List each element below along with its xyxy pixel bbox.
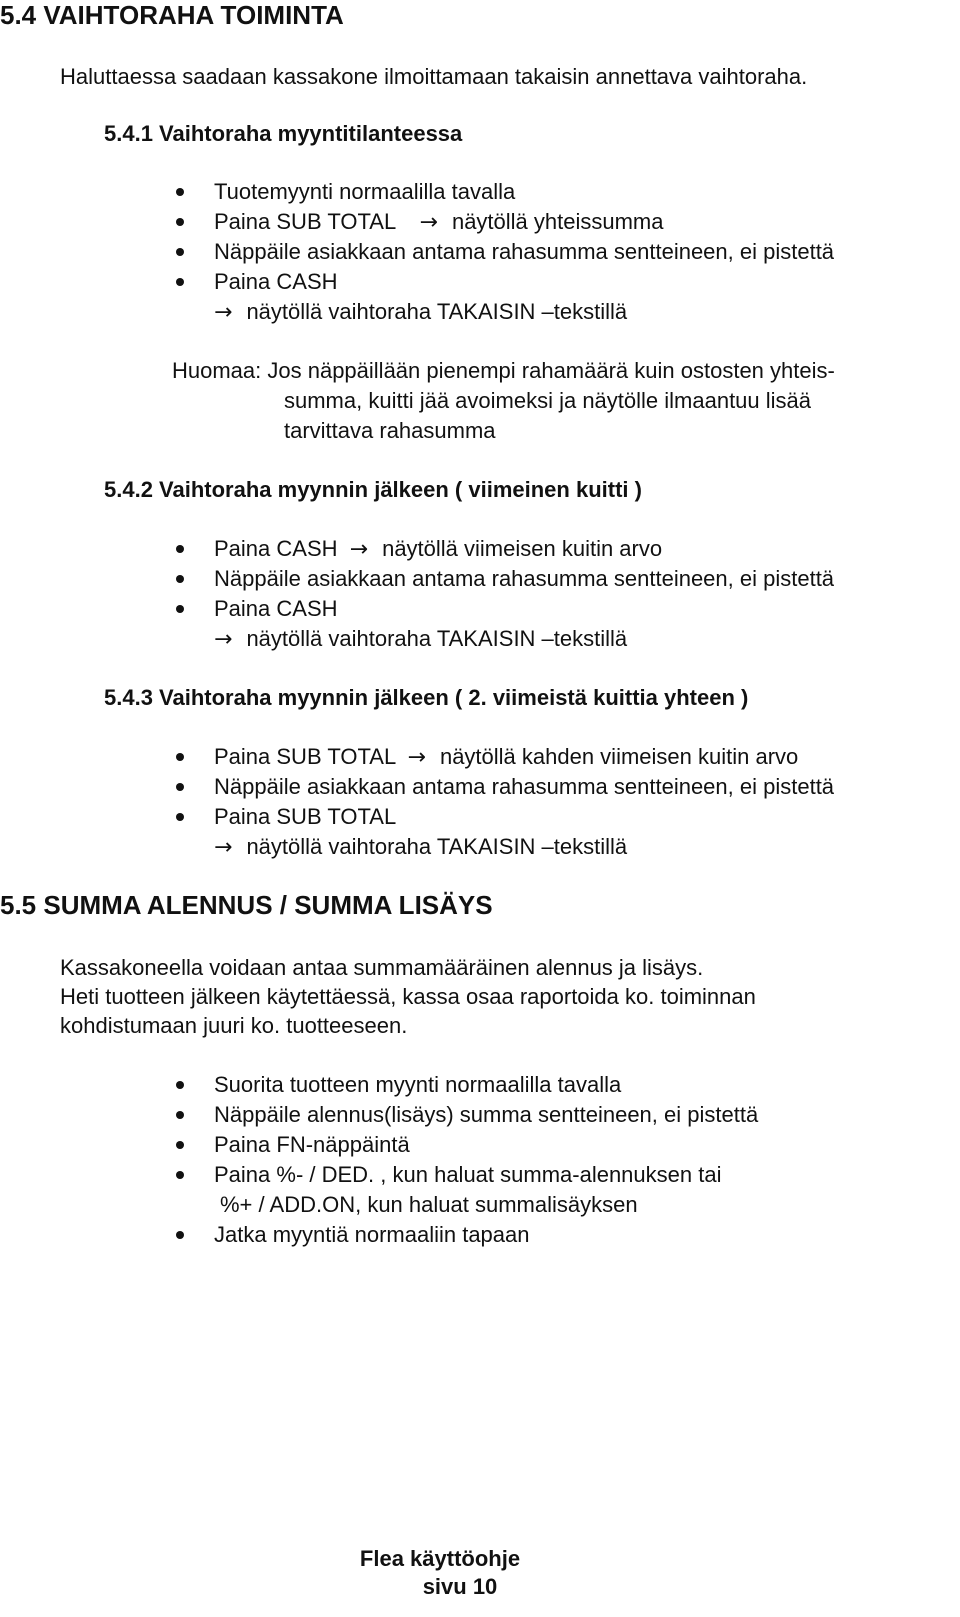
arrow-right-icon: → [407, 745, 426, 770]
s542-item-1-action: Paina CASH [214, 536, 338, 561]
bullet-icon [176, 575, 184, 583]
arrow-right-icon: → [214, 300, 233, 325]
s55-para-line-1: Kassakoneella voidaan antaa summamääräinen alennus ja lisäys. [60, 955, 704, 980]
bullet-icon [176, 1141, 184, 1149]
section-5-4-intro: Haluttaessa saadaan kassakone ilmoittamaan takaisin annettava vaihtoraha. [60, 64, 808, 89]
bullet-icon [176, 1081, 184, 1089]
s55-para-line-2: Heti tuotteen jälkeen käytettäessä, kassa osaa raportoida ko. toiminnan [60, 984, 756, 1009]
s55-para-line-3: kohdistumaan juuri ko. tuotteeseen. [60, 1013, 408, 1038]
arrow-right-icon: → [419, 210, 438, 235]
s543-item-2: Näppäile asiakkaan antama rahasumma sentteineen, ei pistettä [214, 774, 835, 799]
s543-item-3-result: → näytöllä vaihtoraha TAKAISIN –tekstillä [214, 834, 628, 860]
s542-item-1 [214, 536, 662, 563]
arrow-right-icon: → [214, 627, 233, 652]
s543-item-1-result: näytöllä kahden viimeisen kuitin arvo [439, 744, 799, 769]
s542-item-1-result: näytöllä viimeisen kuitin arvo [382, 536, 663, 561]
s543-item-3: Paina SUB TOTAL [214, 804, 397, 829]
arrow-right-icon: → [214, 835, 233, 860]
section-5-4-2-heading: 5.4.2 Vaihtoraha myynnin jälkeen ( viimeinen kuitti ) [104, 477, 642, 502]
bullet-icon [176, 813, 184, 821]
s541-item-4: Paina CASH [214, 269, 338, 294]
s543-item-1 [214, 744, 798, 771]
bullet-icon [176, 783, 184, 791]
s541-item-3: Näppäile asiakkaan antama rahasumma sentteineen, ei pistettä [214, 239, 835, 264]
section-5-4-1-heading: 5.4.1 Vaihtoraha myyntitilanteessa [104, 121, 463, 146]
arrow-right-icon: → [349, 537, 369, 562]
s541-note-line-2: summa, kuitti jää avoimeksi ja näytölle ilmaantuu lisää [284, 388, 812, 413]
s541-note-line-3: tarvittava rahasumma [284, 418, 496, 443]
s543-item-1-action: Paina SUB TOTAL [214, 744, 396, 769]
s55-item-1: Suorita tuotteen myynti normaalilla tavalla [214, 1072, 622, 1097]
bullet-icon [176, 605, 184, 613]
s541-item-2-action: Paina SUB TOTAL [214, 209, 396, 234]
s541-item-2-result: näytöllä yhteissumma [451, 209, 664, 234]
s55-item-4-cont: %+ / ADD.ON, kun haluat summalisäyksen [220, 1192, 638, 1217]
section-5-4-3-heading: 5.4.3 Vaihtoraha myynnin jälkeen ( 2. viimeistä kuittia yhteen ) [104, 685, 749, 710]
s541-item-4-result: → näytöllä vaihtoraha TAKAISIN –tekstillä [214, 299, 628, 325]
bullet-icon [176, 188, 184, 196]
section-5-5-heading: 5.5 SUMMA ALENNUS / SUMMA LISÄYS [0, 890, 493, 920]
bullet-icon [176, 248, 184, 256]
bullet-icon [176, 278, 184, 286]
s542-item-3-result: → näytöllä vaihtoraha TAKAISIN –tekstillä [214, 626, 628, 652]
s55-item-5: Jatka myyntiä normaaliin tapaan [214, 1222, 530, 1247]
s541-item-1: Tuotemyynti normaalilla tavalla [214, 179, 516, 204]
bullet-icon [176, 545, 184, 553]
s55-item-4: Paina %- / DED. , kun haluat summa-alennuksen tai [214, 1162, 722, 1187]
s541-note-line-1: Huomaa: Jos näppäillään pienempi rahamäärä kuin ostosten yhteis- [172, 358, 835, 383]
bullet-icon [176, 1111, 184, 1119]
footer-page-number: sivu 10 [422, 1574, 498, 1599]
bullet-icon [176, 1171, 184, 1179]
s541-item-2 [214, 209, 664, 236]
s55-item-3: Paina FN-näppäintä [214, 1132, 410, 1157]
bullet-icon [176, 218, 184, 226]
bullet-icon [176, 1231, 184, 1239]
s55-item-2: Näppäile alennus(lisäys) summa sentteineen, ei pistettä [214, 1102, 759, 1127]
s542-item-2: Näppäile asiakkaan antama rahasumma sentteineen, ei pistettä [214, 566, 835, 591]
bullet-icon [176, 753, 184, 761]
footer-title: Flea käyttöohje [359, 1546, 521, 1571]
section-5-4-heading: 5.4 VAIHTORAHA TOIMINTA [0, 0, 344, 30]
s542-item-3: Paina CASH [214, 596, 338, 621]
